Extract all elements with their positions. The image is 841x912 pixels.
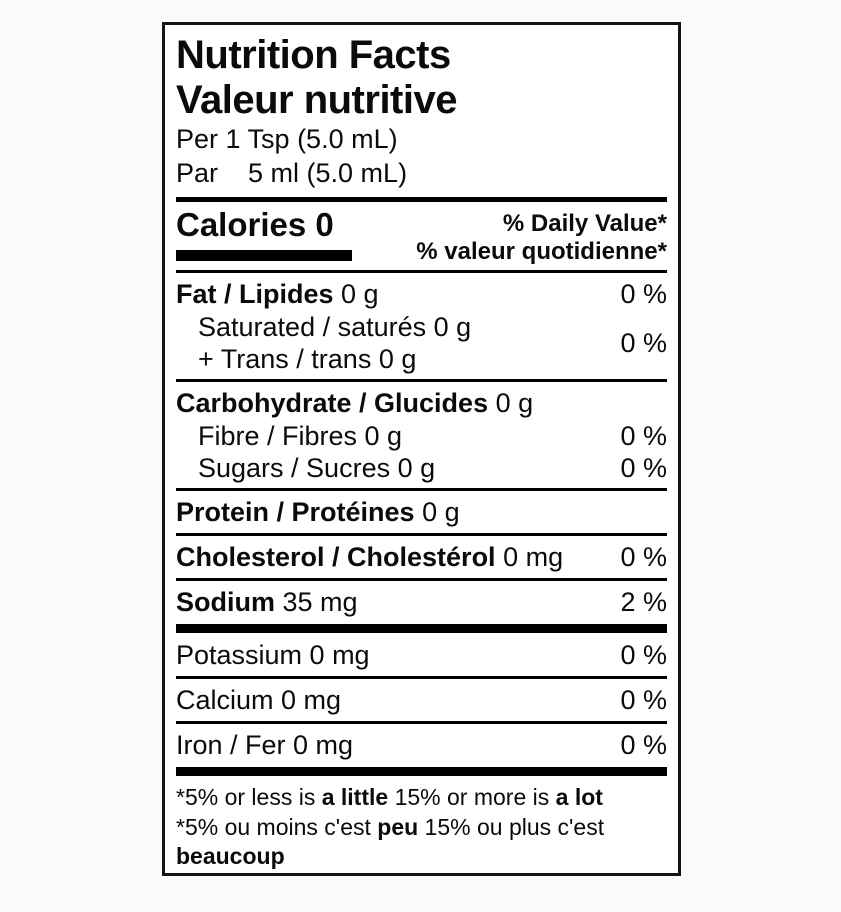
- footnote-french: *5% ou moins c'est peu 15% ou plus c'est beaucoup: [176, 813, 605, 870]
- iron-daily-value: 0 %: [620, 730, 667, 761]
- nutrient-row-sodium: [176, 585, 667, 619]
- trans-label: + Trans / trans 0 g: [198, 344, 417, 375]
- header-divider: [176, 197, 667, 202]
- carbohydrate-label: Carbohydrate / Glucides 0 g: [176, 388, 534, 419]
- nutrient-row-protein: [176, 495, 667, 529]
- nutrient-row-carbohydrate: [176, 386, 667, 420]
- nutrient-row-potassium: [176, 638, 667, 672]
- row-divider: [176, 379, 667, 382]
- nutrient-row-calcium: [176, 683, 667, 717]
- row-divider: [176, 533, 667, 536]
- footnote-english: *5% or less is a little 15% or more is a lot: [176, 784, 603, 811]
- daily-value-header-english: % Daily Value*: [502, 209, 667, 237]
- nutrient-row-sugars: [176, 452, 667, 484]
- serving-size-french: Par 5 ml (5.0 mL): [176, 157, 408, 188]
- saturated-label: Saturated / saturés 0 g: [198, 312, 472, 343]
- row-divider: [176, 578, 667, 581]
- calories-underline-bar: [176, 250, 352, 261]
- calcium-label: Calcium 0 mg: [176, 685, 342, 716]
- title-french: Valeur nutritive: [176, 78, 457, 123]
- calories-section: [176, 205, 667, 267]
- cholesterol-daily-value: 0 %: [620, 542, 667, 573]
- saturated-trans-labels: [176, 311, 471, 375]
- protein-label: Protein / Protéines 0 g: [176, 497, 460, 528]
- nutrient-row-cholesterol: [176, 540, 667, 574]
- daily-value-header-french: % valeur quotidienne*: [416, 238, 667, 266]
- section-divider-thick: [176, 767, 667, 776]
- section-divider-thick: [176, 624, 667, 633]
- calories-value: Calories 0: [176, 205, 334, 243]
- nutrition-facts-label: [162, 22, 681, 876]
- potassium-label: Potassium 0 mg: [176, 640, 370, 671]
- nutrient-row-fat: [176, 277, 667, 311]
- fat-daily-value: 0 %: [620, 279, 667, 310]
- sugars-label: Sugars / Sucres 0 g: [198, 453, 436, 484]
- serving-size-english: Per 1 Tsp (5.0 mL): [176, 124, 398, 155]
- row-divider: [176, 488, 667, 491]
- calories-block: [176, 205, 352, 262]
- daily-value-header: [416, 208, 667, 267]
- iron-label: Iron / Fer 0 mg: [176, 730, 354, 761]
- sodium-daily-value: 2 %: [620, 587, 667, 618]
- row-divider: [176, 676, 667, 679]
- fibre-label: Fibre / Fibres 0 g: [198, 421, 403, 452]
- saturated-trans-daily-value: 0 %: [620, 327, 667, 358]
- row-divider: [176, 721, 667, 724]
- potassium-daily-value: 0 %: [620, 640, 667, 671]
- nutrient-row-fibre: [176, 420, 667, 452]
- sugars-daily-value: 0 %: [620, 453, 667, 484]
- cholesterol-label: Cholesterol / Cholestérol 0 mg: [176, 542, 564, 573]
- fat-label: Fat / Lipides 0 g: [176, 279, 379, 310]
- nutrient-row-iron: [176, 728, 667, 762]
- calcium-daily-value: 0 %: [620, 685, 667, 716]
- title-english: Nutrition Facts: [176, 33, 451, 77]
- row-divider: [176, 270, 667, 273]
- sodium-label: Sodium 35 mg: [176, 587, 358, 618]
- fibre-daily-value: 0 %: [620, 421, 667, 452]
- nutrient-row-saturated-trans: [176, 311, 667, 375]
